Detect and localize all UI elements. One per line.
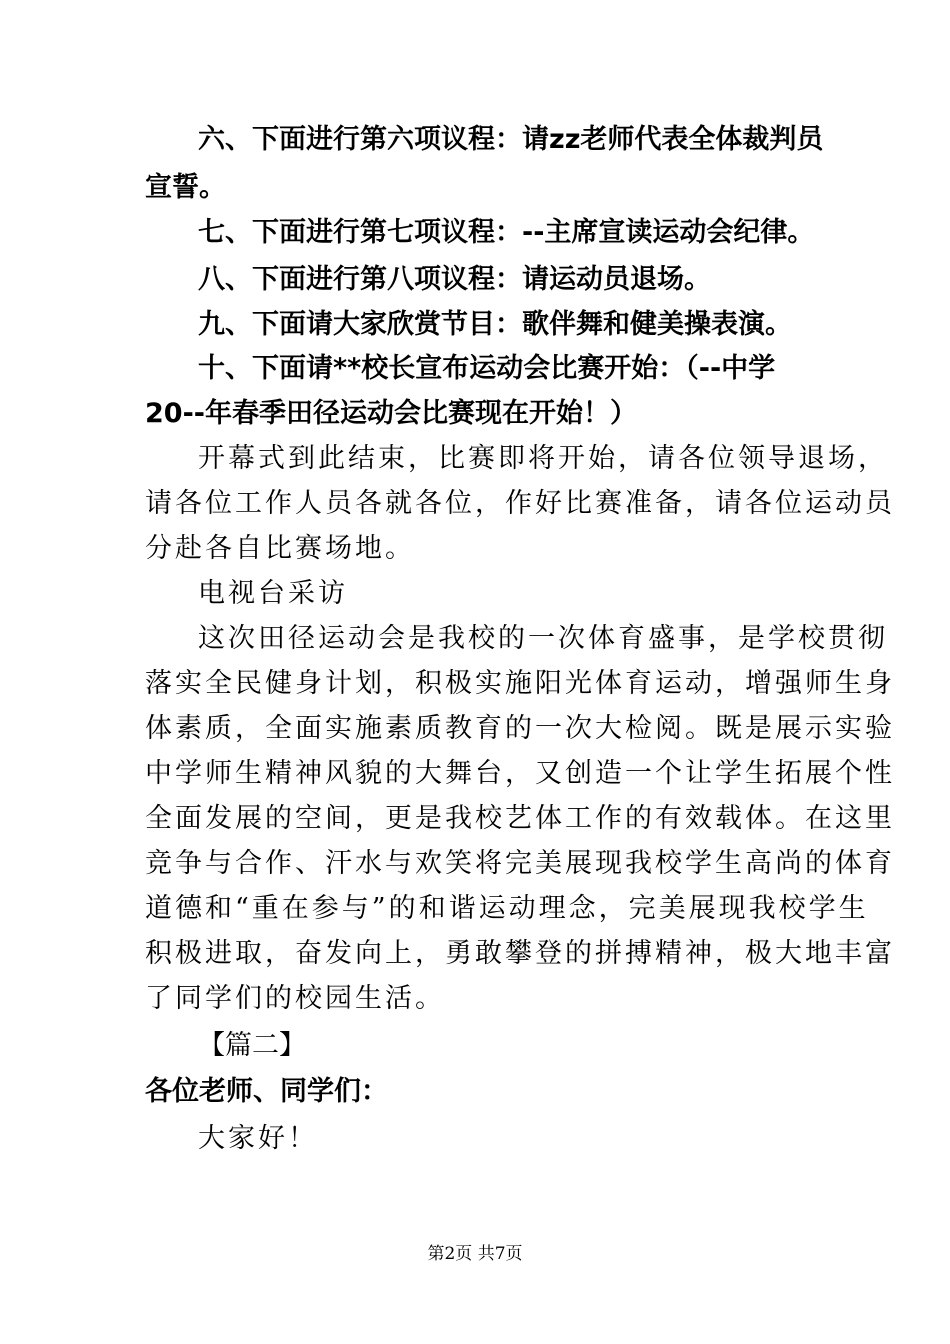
agenda-item-10-cont: 20--年春季田径运动会比赛现在开始！） xyxy=(145,398,637,429)
interview-paragraph-line: 中学师生精神风貌的大舞台，又创造一个让学生拓展个性 xyxy=(145,758,895,789)
interview-paragraph-line: 积极进取，奋发向上，勇敢攀登的拼搏精神，极大地丰富 xyxy=(145,938,895,969)
greeting: 大家好！ xyxy=(198,1123,318,1154)
interview-paragraph-line: 竞争与合作、汗水与欢笑将完美展现我校学生高尚的体育 xyxy=(145,848,895,879)
interview-paragraph-line: 落实全民健身计划，积极实施阳光体育运动，增强师生身 xyxy=(145,668,895,699)
agenda-item-7: 七、下面进行第七项议程：--主席宣读运动会纪律。 xyxy=(198,217,815,248)
interview-paragraph-line: 体素质，全面实施素质教育的一次大检阅。既是展示实验 xyxy=(145,713,895,744)
closing-paragraph-line: 请各位工作人员各就各位，作好比赛准备，请各位运动员 xyxy=(145,488,895,519)
closing-paragraph-line: 分赴各自比赛场地。 xyxy=(145,533,415,564)
closing-paragraph-line: 开幕式到此结束，比赛即将开始，请各位领导退场， xyxy=(198,443,888,474)
interview-paragraph-line: 道德和“重在参与”的和谐运动理念，完美展现我校学生 xyxy=(145,893,869,924)
agenda-item-6-cont: 宣誓。 xyxy=(145,172,226,203)
page-footer: 第2页 共7页 xyxy=(427,1244,523,1264)
interview-paragraph-line: 全面发展的空间，更是我校艺体工作的有效载体。在这里 xyxy=(145,803,895,834)
interview-paragraph-line: 了同学们的校园生活。 xyxy=(145,983,445,1014)
agenda-item-9: 九、下面请大家欣赏节目：歌伴舞和健美操表演。 xyxy=(198,309,792,340)
interview-paragraph-line: 这次田径运动会是我校的一次体育盛事，是学校贯彻 xyxy=(198,623,888,654)
agenda-item-6: 六、下面进行第六项议程：请zz老师代表全体裁判员 xyxy=(198,124,824,155)
section-heading-tv-interview: 电视台采访 xyxy=(198,578,348,609)
agenda-item-10: 十、下面请**校长宣布运动会比赛开始：（--中学 xyxy=(198,353,776,384)
agenda-item-8: 八、下面进行第八项议程：请运动员退场。 xyxy=(198,264,711,295)
section-heading-part-two: 【篇二】 xyxy=(198,1030,306,1061)
salutation: 各位老师、同学们： xyxy=(145,1076,388,1107)
